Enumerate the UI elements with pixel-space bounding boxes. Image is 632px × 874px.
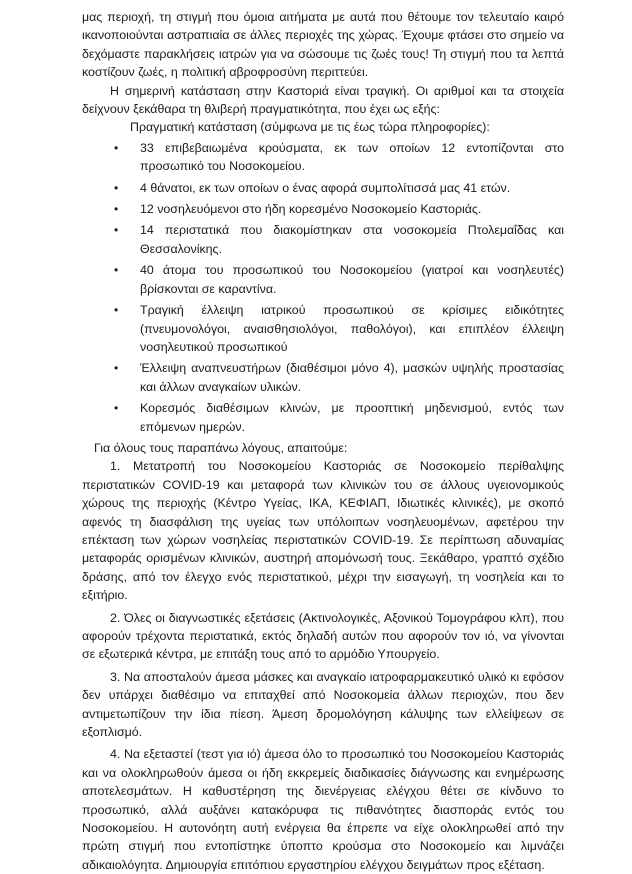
list-item [82, 359, 564, 396]
list-item [82, 301, 564, 356]
demand-3: 3. Να αποσταλούν άμεσα μάσκες και αναγκαίο ιατροφαρμακευτικό υλικό κι εφόσον δεν υπάρχει διαθέσιμο να επιταχθεί από Νοσοκομεία άλλων περιοχών, που δεν αντιμετωπίζουν την ίδια πίεση. Άμεση δρομολόγηση κάλυψης των ελλείψεων σε εξοπλισμό. [82, 669, 564, 740]
situation-paragraph: Η σημερινή κατάσταση στην Καστοριά είναι τραγική. Οι αριθμοί και τα στοιχεία δείχνουν ξεκάθαρα τη θλιβερή πραγματικότητα, που έχει ως εξής: [82, 83, 564, 117]
list-item [82, 221, 564, 258]
bullet-icon: • [114, 263, 119, 278]
list-item-text: Κορεσμός διαθέσιμων κλινών, με προοπτική μηδενισμού, εντός των επόμενων ημερών. [140, 401, 564, 434]
list-item [82, 179, 564, 197]
opening-paragraph: μας περιοχή, τη στιγμή που όμοια αιτήματα με αυτά που θέτουμε τον τελευταίο καιρό ικανοποιούνται αστραπιαία σε άλλες περιοχές της χώρας. Έχουμε φτάσει στο σημείο να δεχόμαστε παρακλήσεις ιατρών για να σώσουμε τις ζωές τους! Τη στιγμή που τα λεπτά κοστίζουν ζωές, η πολιτική αβροφροσύνη περιττεύει. [82, 10, 564, 80]
demand-4: 4. Να εξεταστεί (τεστ για ιό) άμεσα όλο το προσωπικό του Νοσοκομείου Καστοριάς και να ολοκληρωθούν άμεσα οι ήδη εκκρεμείς διαδικασίες διάγνωσης και ενημέρωσης αποτελεσμάτων. Η καθυστέρηση της διενέργειας ελέγχου θέτει σε κίνδυνο το προσωπικό, αλλά αυξάνει κατακόρυφα τις πιθανότητες διασποράς εντός του Νοσοκομείου. Η αυτονόητη αυτή ενέργεια θα έπρεπε να είχε ολοκληρωθεί από την πρώτη στιγμή που εντοπίστηκε ύποπτο κρούσμα στο Νοσοκομείο και λιμνάζει αδικαιολόγητα. Δημιουργία επιτόπιου εργαστηρίου ελέγχου δειγμάτων προς εξέταση. [82, 747, 564, 872]
list-item-text: 4 θάνατοι, εκ των οποίων ο ένας αφορά συμπολίτισσά μας 41 ετών. [140, 180, 511, 195]
bullet-icon: • [114, 140, 119, 155]
list-item-text: 33 επιβεβαιωμένα κρούσματα, εκ των οποίων 12 εντοπίζονται στο προσωπικό του Νοσοκομείου. [140, 140, 564, 174]
list-item-text: 12 νοσηλευόμενοι στο ήδη κορεσμένο Νοσοκομείο Καστοριάς. [140, 202, 482, 217]
list-item-text: Έλλειψη αναπνευστήρων (διαθέσιμοι μόνο 4), μασκών υψηλής προστασίας και άλλων αναγκαίων υλικών. [140, 361, 564, 394]
list-item [82, 261, 564, 298]
situation-heading: Πραγματική κατάσταση (σύμφωνα με τις έως τώρα πληροφορίες): [130, 120, 490, 135]
situation-list [82, 139, 564, 436]
list-item-text: 14 περιστατικά που διακομίστηκαν στα νοσοκομεία Πτολεμαΐδας και Θεσσαλονίκης. [140, 223, 564, 256]
bullet-icon: • [114, 401, 119, 416]
bullet-icon: • [114, 202, 119, 217]
list-item-text: Τραγική έλλειψη ιατρικού προσωπικού σε κρίσιμες ειδικότητες (πνευμονολόγοι, αναισθησιολόγοι, παθολόγοι), και επιπλέον έλλειψη νοσηλευτικού προσωπικού [140, 303, 564, 354]
bullet-icon: • [114, 223, 119, 238]
bullet-icon: • [114, 303, 119, 318]
list-item-text: 40 άτομα του προσωπικού του Νοσοκομείου (γιατροί και νοσηλευτές) βρίσκονται σε καραντίνα. [140, 263, 564, 296]
bullet-icon: • [114, 180, 119, 195]
list-item [82, 399, 564, 436]
demand-1: 1. Μετατροπή του Νοσοκομείου Καστοριάς σε Νοσοκομείο περίθαλψης περιστατικών COVID-19 και μεταφορά των κλινικών του σε άλλους υγειονομικούς χώρους της περιοχής (Κέντρο Υγείας, ΙΚΑ, ΚΕΦΙΑΠ, Ιδιωτικές κλινικές), με σκοπό αφενός τη διασφάλιση της υγείας των υπόλοιπων νοσηλευομένων, αφετέρου την επέκταση των χώρων νοσηλείας περιστατικών COVID-19. Σε περίπτωση αδυναμίας μεταφοράς ορισμένων κλινικών, αυστηρή απομόνωσή τους. Ξεκάθαρο, γραπτό σχέδιο δράσης, από τον έλεγχο ενός περιστατικού, μέχρι την εισαγωγή, τη νοσηλεία και το εξιτήριο. [82, 459, 564, 603]
demand-2: 2. Όλες οι διαγνωστικές εξετάσεις (Ακτινολογικές, Αξονικού Τομογράφου κλπ), που αφορούν τρέχοντα περιστατικά, εκτός δηλαδή αυτών που αφορούν τον ιό, να γίνονται σε εξωτερικά κέντρα, με επιτάξη τους από το αρμόδιο Υπουργείο. [82, 610, 564, 662]
demands-intro: Για όλους τους παραπάνω λόγους, απαιτούμε: [94, 440, 348, 455]
list-item [82, 200, 564, 218]
list-item [82, 139, 564, 176]
bullet-icon: • [114, 361, 119, 376]
